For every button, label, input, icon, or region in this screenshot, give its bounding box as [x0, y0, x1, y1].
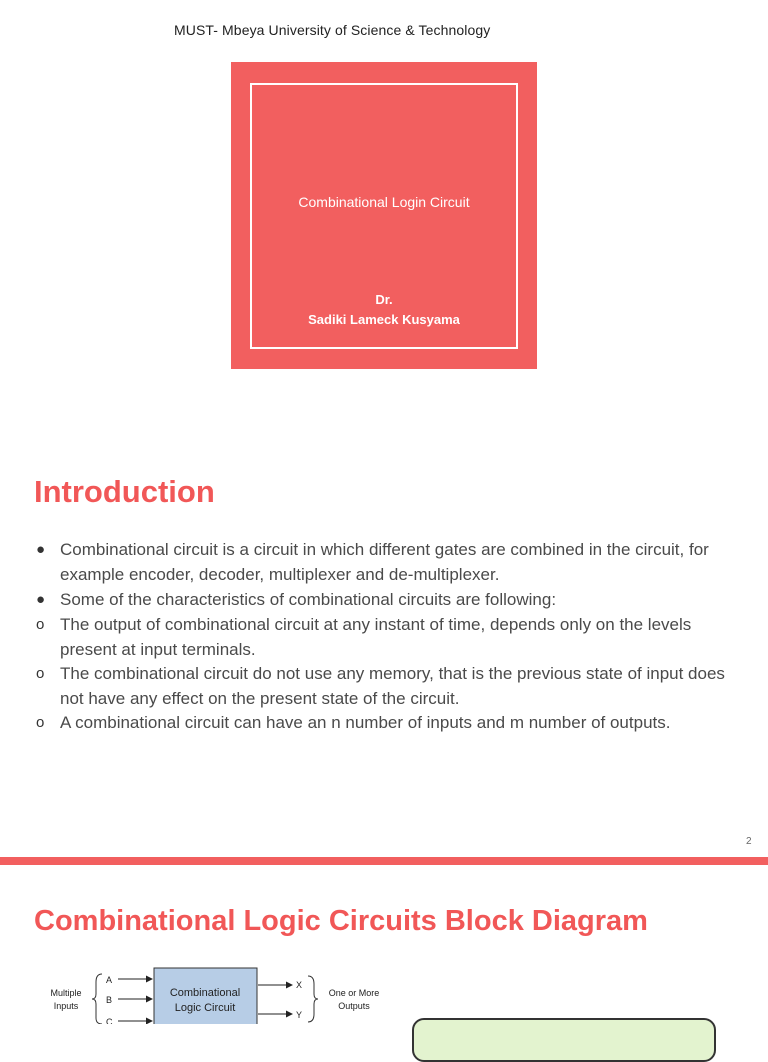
title-card [231, 62, 537, 369]
logic-box-label-line1: Combinational [169, 987, 241, 999]
list-item [36, 710, 736, 735]
inputs-label-line1: Multiple [50, 988, 82, 998]
block-diagram [40, 966, 400, 1024]
inputs-label-line2: Inputs [53, 1001, 79, 1011]
list-item [36, 661, 736, 711]
page-header: MUST- Mbeya University of Science & Technology [174, 22, 491, 38]
sub-bullet-marker: o [36, 616, 45, 633]
author-name: Sadiki Lameck Kusyama [308, 312, 460, 327]
input-brace [92, 974, 102, 1024]
input-a-label: A [106, 975, 113, 985]
author-title: Dr. [375, 292, 393, 307]
presentation-title: Combinational Login Circuit [298, 194, 470, 210]
logic-box-label-line2: Logic Circuit [174, 1002, 236, 1014]
input-b-label: B [106, 995, 113, 1005]
list-item-text: The output of combinational circuit at any instant of time, depends only on the levels present at input terminals. [60, 615, 692, 659]
green-callout-box [412, 1018, 716, 1062]
block-diagram-heading: Combinational Logic Circuits Block Diagram [34, 905, 648, 937]
sub-bullet-marker: o [36, 714, 45, 731]
list-item-text: A combinational circuit can have an n number of inputs and m number of outputs. [60, 713, 671, 732]
bullet-marker: ● [36, 591, 46, 608]
output-x-label: X [296, 980, 303, 990]
list-item-text: Combinational circuit is a circuit in which different gates are combined in the circuit, for example encoder, decoder, multiplexer and de-multiplexer. [60, 540, 709, 584]
output-y-label: Y [296, 1010, 303, 1020]
input-c-label: C [106, 1017, 113, 1024]
slide-divider [0, 857, 768, 865]
list-item-text: Some of the characteristics of combinational circuits are following: [60, 590, 557, 609]
author-block [231, 290, 537, 330]
output-brace [308, 976, 318, 1022]
list-item [36, 537, 736, 587]
introduction-list [36, 537, 736, 734]
sub-bullet-marker: o [36, 665, 45, 682]
outputs-label-line1: One or More [328, 988, 380, 998]
list-item [36, 587, 736, 612]
outputs-label-line2: Outputs [338, 1001, 370, 1011]
bullet-marker: ● [36, 541, 46, 558]
introduction-heading: Introduction [34, 474, 215, 509]
list-item-text: The combinational circuit do not use any memory, that is the previous state of input does not have any effect on the present state of the circuit. [60, 664, 725, 708]
page-number: 2 [746, 836, 752, 847]
list-item [36, 612, 736, 662]
